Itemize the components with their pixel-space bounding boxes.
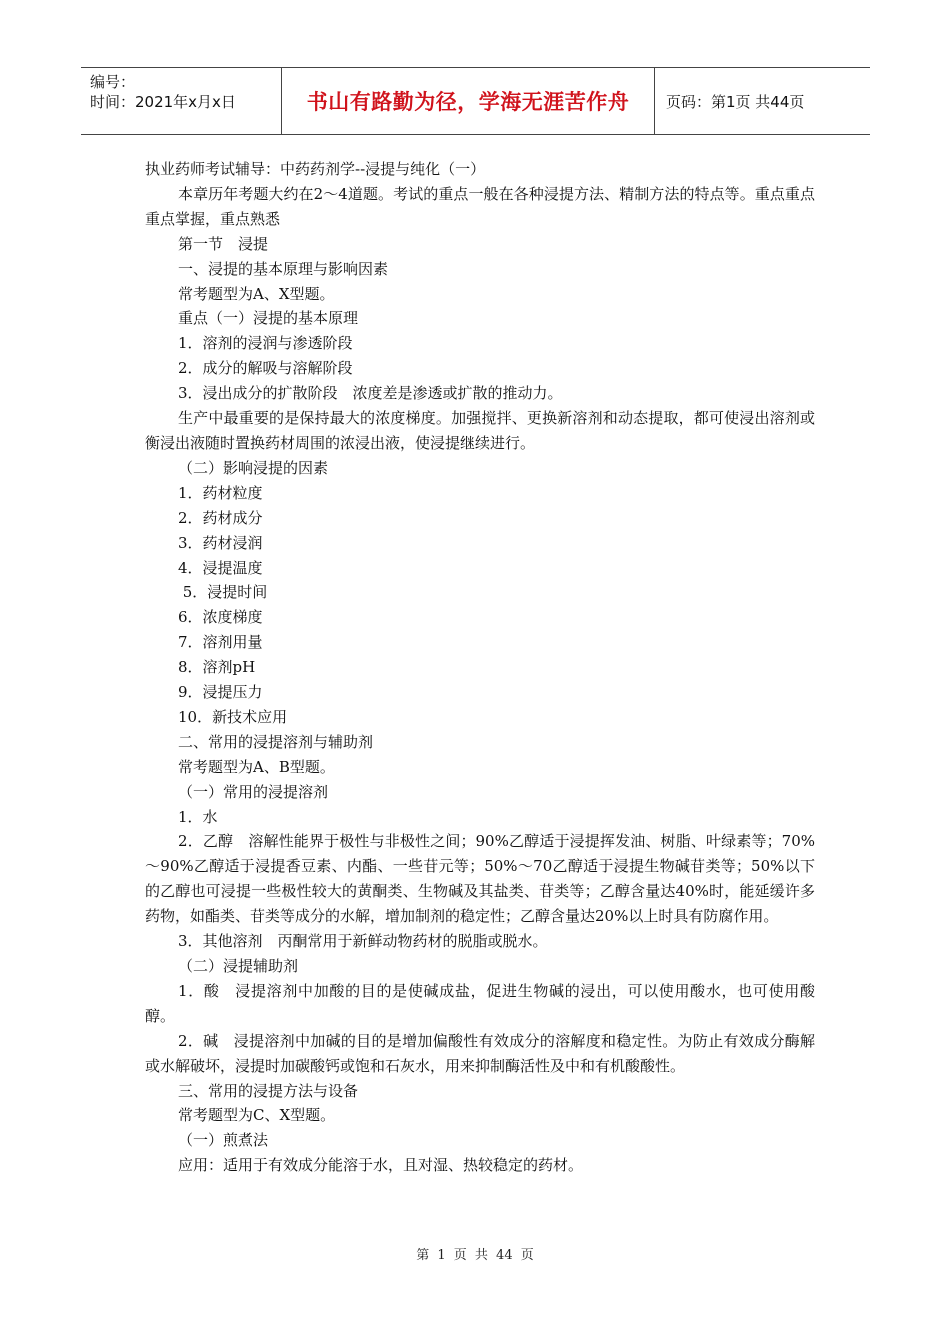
subsection-heading: （一）煎煮法 xyxy=(178,1131,269,1150)
list-item: 1．酸 浸提溶剂中加酸的目的是使碱成盐，促进生物碱的浸出，可以使用酸水，也可使用酸醇。 xyxy=(145,981,815,1025)
paragraph: 常考题型为A、B型题。 xyxy=(178,757,335,776)
list-item: 1．水 xyxy=(178,807,218,826)
document-header xyxy=(81,67,870,135)
section-heading: 第一节 浸提 xyxy=(178,234,269,253)
subsection-heading: 二、常用的浸提溶剂与辅助剂 xyxy=(178,732,374,751)
list-item: 5．浸提时间 xyxy=(178,583,268,602)
paragraph: 常考题型为A、X型题。 xyxy=(178,284,335,303)
header-slogan: 书山有路勤为径，学海无涯苦作舟 xyxy=(282,68,655,134)
list-item: 2．碱 浸提溶剂中加碱的目的是增加偏酸性有效成分的溶解度和稳定性。为防止有效成分酶解或水解破坏，浸提时加碳酸钙或饱和石灰水，用来抑制酶活性及中和有机酸酸性。 xyxy=(145,1031,815,1075)
paragraph: 应用：适用于有效成分能溶于水，且对湿、热较稳定的药材。 xyxy=(178,1156,584,1175)
subsection-heading: （一）常用的浸提溶剂 xyxy=(178,782,329,801)
list-item: 2．成分的解吸与溶解阶段 xyxy=(178,359,353,378)
paragraph: 常考题型为C、X型题。 xyxy=(178,1106,336,1125)
list-item: 3．浸出成分的扩散阶段 浓度差是渗透或扩散的推动力。 xyxy=(178,384,563,403)
list-item: 1．药材粒度 xyxy=(178,483,263,502)
page-footer: 第 1 页 共 44 页 xyxy=(416,1248,534,1263)
subsection-heading: 一、浸提的基本原理与影响因素 xyxy=(178,259,389,278)
subsection-heading: （二）浸提辅助剂 xyxy=(178,957,299,975)
subsection-heading: （二）影响浸提的因素 xyxy=(178,458,329,477)
paragraph: 本章历年考题大约在2～4道题。考试的重点一般在各种浸提方法、精制方法的特点等。重点重点重点掌握，重点熟悉 xyxy=(145,184,815,228)
list-item: 9．浸提压力 xyxy=(178,683,263,702)
list-item: 8．溶剂pH xyxy=(178,658,256,677)
list-item: 10．新技术应用 xyxy=(178,707,288,726)
list-item: 3．药材浸润 xyxy=(178,533,263,552)
header-date-label: 时间：2021年x月x日 xyxy=(90,93,236,111)
subsection-heading: 三、常用的浸提方法与设备 xyxy=(178,1081,359,1100)
list-item: 7．溶剂用量 xyxy=(178,633,263,652)
paragraph: 生产中最重要的是保持最大的浓度梯度。加强搅拌、更换新溶剂和动态提取，都可使浸出溶剂或衡浸出液随时置换药材周围的浓浸出液，使浸提继续进行。 xyxy=(145,409,815,452)
list-item: 3．其他溶剂 丙酮常用于新鲜动物药材的脱脂或脱水。 xyxy=(178,932,548,951)
list-item: 6．浓度梯度 xyxy=(178,608,263,627)
list-item: 2．乙醇 溶解性能界于极性与非极性之间；90%乙醇适于浸提挥发油、树脂、叶绿素等；70%～90%乙醇适于浸提香豆素、内酯、一些苷元等；50%～70乙醇适于浸提生物碱苷类等；50%以下的乙醇也可浸提一些极性较大的黄酮类、生物碱及其盐类、苷类等；乙醇含量达40%时，能延缓许多药物，如酯类、苷类等成分的水解，增加制剂的稳定性；乙醇含量达20%以上时具有防腐作用。 xyxy=(145,832,815,926)
header-meta xyxy=(81,68,282,134)
document-body xyxy=(145,157,815,1178)
header-number-label: 编号： xyxy=(90,73,136,91)
list-item: 1．溶剂的浸润与渗透阶段 xyxy=(178,334,353,353)
header-page-label: 页码：第1页 共44页 xyxy=(666,92,805,111)
list-item: 4．浸提温度 xyxy=(178,558,263,577)
document-title: 执业药师考试辅导：中药药剂学--浸提与纯化（一） xyxy=(145,160,486,178)
subsection-heading: 重点（一）浸提的基本原理 xyxy=(178,309,359,328)
list-item: 2．药材成分 xyxy=(178,508,263,527)
